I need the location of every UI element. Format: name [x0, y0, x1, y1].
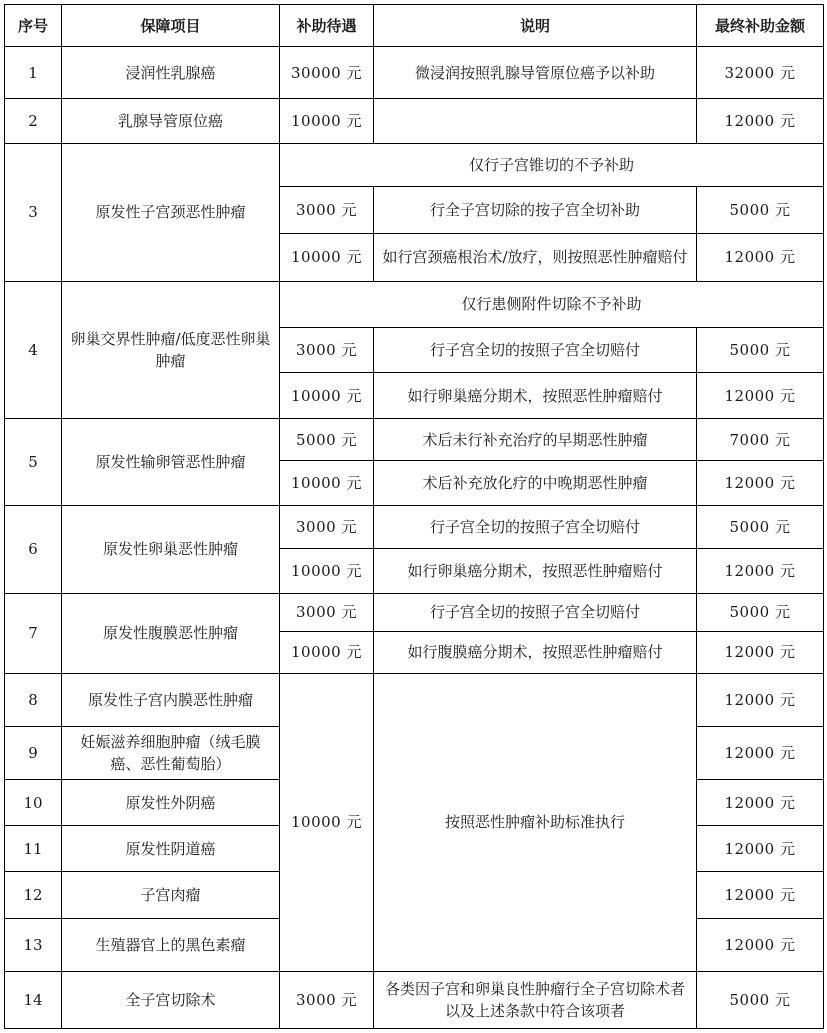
row-benefit: 10000 元 [280, 99, 374, 144]
header-note: 说明 [374, 5, 697, 47]
row-final: 12000 元 [697, 233, 824, 281]
row-note: 如行卵巢癌分期术，按照恶性肿瘤赔付 [374, 372, 697, 418]
row-index: 3 [5, 144, 62, 281]
row-benefit: 30000 元 [280, 47, 374, 99]
row-benefit: 3000 元 [280, 593, 374, 631]
table-row [5, 593, 824, 631]
row-final: 12000 元 [697, 726, 824, 779]
row-item: 原发性腹膜恶性肿瘤 [62, 593, 280, 673]
row-benefit: 3000 元 [280, 971, 374, 1028]
row-merged-note: 仅行子宫锥切的不予补助 [280, 144, 824, 187]
row-benefit: 10000 元 [280, 372, 374, 418]
table-row [5, 673, 824, 726]
row-index: 8 [5, 673, 62, 726]
table-row [5, 47, 824, 99]
row-item: 生殖器官上的黑色素瘤 [62, 918, 280, 971]
row-benefit: 3000 元 [280, 506, 374, 549]
header-benefit: 补助待遇 [280, 5, 374, 47]
row-item: 原发性阴道癌 [62, 826, 280, 872]
row-final: 7000 元 [697, 419, 824, 461]
row-index: 2 [5, 99, 62, 144]
row-item: 浸润性乳腺癌 [62, 47, 280, 99]
row-item: 原发性输卵管恶性肿瘤 [62, 419, 280, 506]
row-index: 7 [5, 593, 62, 673]
table-row [5, 281, 824, 327]
row-final: 12000 元 [697, 780, 824, 826]
row-final: 5000 元 [697, 327, 824, 372]
row-final: 12000 元 [697, 549, 824, 593]
row-final: 12000 元 [697, 872, 824, 918]
row-benefit: 10000 元 [280, 631, 374, 673]
row-item: 子宫肉瘤 [62, 872, 280, 918]
row-note: 术后补充放化疗的中晚期恶性肿瘤 [374, 461, 697, 506]
row-note: 行子宫全切的按照子宫全切赔付 [374, 506, 697, 549]
row-index: 4 [5, 281, 62, 418]
row-index: 5 [5, 419, 62, 506]
row-benefit: 5000 元 [280, 419, 374, 461]
subsidy-table [4, 4, 824, 1029]
row-benefit: 3000 元 [280, 327, 374, 372]
row-index: 14 [5, 971, 62, 1028]
row-item: 卵巢交界性肿瘤/低度恶性卵巢肿瘤 [62, 281, 280, 418]
row-final: 12000 元 [697, 461, 824, 506]
row-note: 如行宫颈癌根治术/放疗，则按照恶性肿瘤赔付 [374, 233, 697, 281]
table-row [5, 506, 824, 549]
header-item: 保障项目 [62, 5, 280, 47]
table-row [5, 419, 824, 461]
row-final: 12000 元 [697, 631, 824, 673]
table-row [5, 971, 824, 1028]
row-benefit: 10000 元 [280, 233, 374, 281]
table-row [5, 99, 824, 144]
row-index: 6 [5, 506, 62, 593]
row-note: 行子宫全切的按照子宫全切赔付 [374, 593, 697, 631]
row-index: 13 [5, 918, 62, 971]
row-index: 11 [5, 826, 62, 872]
row-final: 32000 元 [697, 47, 824, 99]
row-final: 12000 元 [697, 372, 824, 418]
row-merged-note: 仅行患侧附件切除不予补助 [280, 281, 824, 327]
header-final: 最终补助金额 [697, 5, 824, 47]
row-note: 各类因子宫和卵巢良性肿瘤行全子宫切除术者以及上述条款中符合该项者 [374, 971, 697, 1028]
row-item: 全子宫切除术 [62, 971, 280, 1028]
row-final: 12000 元 [697, 826, 824, 872]
row-item: 原发性卵巢恶性肿瘤 [62, 506, 280, 593]
group-benefit: 10000 元 [280, 673, 374, 971]
row-item: 原发性外阴癌 [62, 780, 280, 826]
header-index: 序号 [5, 5, 62, 47]
row-final: 5000 元 [697, 506, 824, 549]
row-final: 5000 元 [697, 593, 824, 631]
row-final: 5000 元 [697, 187, 824, 233]
row-note: 如行腹膜癌分期术，按照恶性肿瘤赔付 [374, 631, 697, 673]
row-note: 行子宫全切的按照子宫全切赔付 [374, 327, 697, 372]
row-index: 12 [5, 872, 62, 918]
row-index: 1 [5, 47, 62, 99]
row-note [374, 99, 697, 144]
row-item: 原发性子宫内膜恶性肿瘤 [62, 673, 280, 726]
table-row [5, 144, 824, 187]
row-final: 12000 元 [697, 918, 824, 971]
row-final: 5000 元 [697, 971, 824, 1028]
row-benefit: 10000 元 [280, 461, 374, 506]
header-row [5, 5, 824, 47]
row-final: 12000 元 [697, 673, 824, 726]
row-item: 原发性子宫颈恶性肿瘤 [62, 144, 280, 281]
row-note: 微浸润按照乳腺导管原位癌予以补助 [374, 47, 697, 99]
row-final: 12000 元 [697, 99, 824, 144]
row-benefit: 10000 元 [280, 549, 374, 593]
row-note: 术后未行补充治疗的早期恶性肿瘤 [374, 419, 697, 461]
group-note: 按照恶性肿瘤补助标准执行 [374, 673, 697, 971]
row-item: 乳腺导管原位癌 [62, 99, 280, 144]
row-note: 如行卵巢癌分期术，按照恶性肿瘤赔付 [374, 549, 697, 593]
row-note: 行全子宫切除的按子宫全切补助 [374, 187, 697, 233]
row-benefit: 3000 元 [280, 187, 374, 233]
row-index: 9 [5, 726, 62, 779]
row-item: 妊娠滋养细胞肿瘤（绒毛膜癌、恶性葡萄胎） [62, 726, 280, 779]
row-index: 10 [5, 780, 62, 826]
